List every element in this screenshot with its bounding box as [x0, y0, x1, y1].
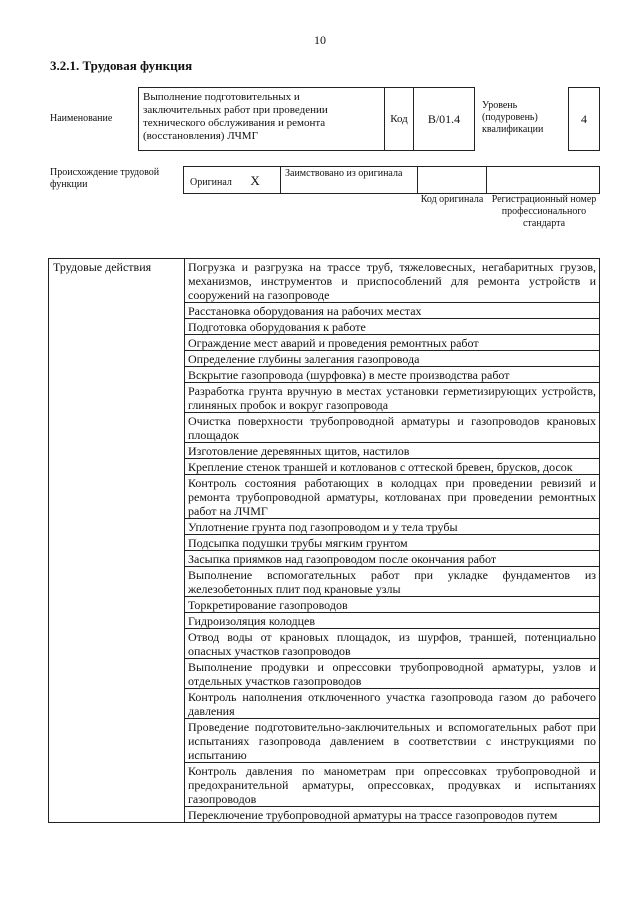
code-value: B/01.4: [427, 112, 461, 126]
level-label: Уровень (подуровень) квалификации: [482, 100, 544, 135]
labor-action-item: Изготовление деревянных щитов, настилов: [185, 443, 600, 459]
borrowed-label: Заимствовано из оригинала: [285, 168, 403, 179]
borrowed-cell: [280, 166, 418, 194]
labor-action-item: Очистка поверхности трубопроводной арматуры и газопроводов крановых площадок: [185, 413, 600, 443]
labor-action-item: Засыпка приямков над газопроводом после окончания работ: [185, 551, 600, 567]
original-cell: [183, 166, 281, 194]
labor-action-item: Определение глубины залегания газопровода: [185, 351, 600, 367]
table-row: [49, 259, 600, 303]
labor-action-item: Переключение трубопроводной арматуры на трассе газопроводов путем: [185, 807, 600, 823]
name-value: Выполнение подготовительных и заключительных работ при проведении технического обслуживания и ремонта (восстановления) ЛЧМГ: [143, 91, 328, 142]
code-label-cell: [384, 87, 414, 151]
labor-action-item: Подготовка оборудования к работе: [185, 319, 600, 335]
labor-action-item: Контроль состояния работающих в колодцах при проведении ревизий и ремонта трубопроводной арматуры, котлованах при проведении ремонтных работ на ЛЧМГ: [185, 475, 600, 519]
code-value-cell: [413, 87, 475, 151]
section-heading: 3.2.1. Трудовая функция: [50, 58, 193, 73]
labor-action-item: Ограждение мест аварий и проведения ремонтных работ: [185, 335, 600, 351]
original-label: Оригинал: [190, 177, 232, 188]
labor-action-item: Расстановка оборудования на рабочих местах: [185, 303, 600, 319]
labor-action-item: Контроль наполнения отключенного участка газопровода газом до рабочего давления: [185, 689, 600, 719]
original-mark: X: [250, 173, 260, 188]
name-value-cell: [138, 87, 385, 151]
labor-action-item: Контроль давления по манометрам при опрессовках трубопроводной и предохранительной арматуры, опрессовках, продувках и испытаниях газопроводов: [185, 763, 600, 807]
labor-action-item: Торкретирование газопроводов: [185, 597, 600, 613]
level-value: 4: [581, 112, 587, 126]
origin-label: Происхождение трудовой функции: [50, 167, 160, 190]
labor-action-item: Проведение подготовительно-заключительных и вспомогательных работ при испытаниях газопровода давлением в соответствии с инструкциями по испытанию: [185, 719, 600, 763]
labor-action-item: Погрузка и разгрузка на трассе труб, тяжеловесных, негабаритных грузов, механизмов, инструментов и приспособлений для ремонта устройств и сооружений на газопроводе: [185, 259, 600, 303]
labor-actions-label: Трудовые действия: [49, 259, 185, 823]
reg-number-caption: Регистрационный номер профессионального стандарта: [491, 194, 597, 229]
code-label: Код: [390, 113, 408, 125]
reg-number-cell: [486, 166, 600, 194]
original-code-cell: [417, 166, 487, 194]
page-number: 10: [314, 33, 326, 47]
labor-action-item: Отвод воды от крановых площадок, из шурфов, траншей, потенциально опасных участков газопроводов: [185, 629, 600, 659]
labor-action-item: Разработка грунта вручную в местах установки герметизирующих устройств, глиняных пробок и вокруг газопровода: [185, 383, 600, 413]
labor-action-item: Гидроизоляция колодцев: [185, 613, 600, 629]
labor-action-item: Вскрытие газопровода (шурфовка) в месте производства работ: [185, 367, 600, 383]
labor-action-item: Крепление стенок траншей и котлованов с оттеской бревен, брусков, досок: [185, 459, 600, 475]
labor-actions-table: [48, 258, 600, 823]
labor-action-item: Подсыпка подушки трубы мягким грунтом: [185, 535, 600, 551]
level-value-cell: [568, 87, 600, 151]
original-code-caption: Код оригинала: [420, 194, 484, 205]
labor-action-item: Уплотнение грунта под газопроводом и у тела трубы: [185, 519, 600, 535]
labor-action-item: Выполнение продувки и опрессовки трубопроводной арматуры, узлов и отдельных участков газопроводов: [185, 659, 600, 689]
labor-action-item: Выполнение вспомогательных работ при укладке фундаментов из железобетонных плит под крановые узлы: [185, 567, 600, 597]
name-label: Наименование: [50, 113, 113, 124]
